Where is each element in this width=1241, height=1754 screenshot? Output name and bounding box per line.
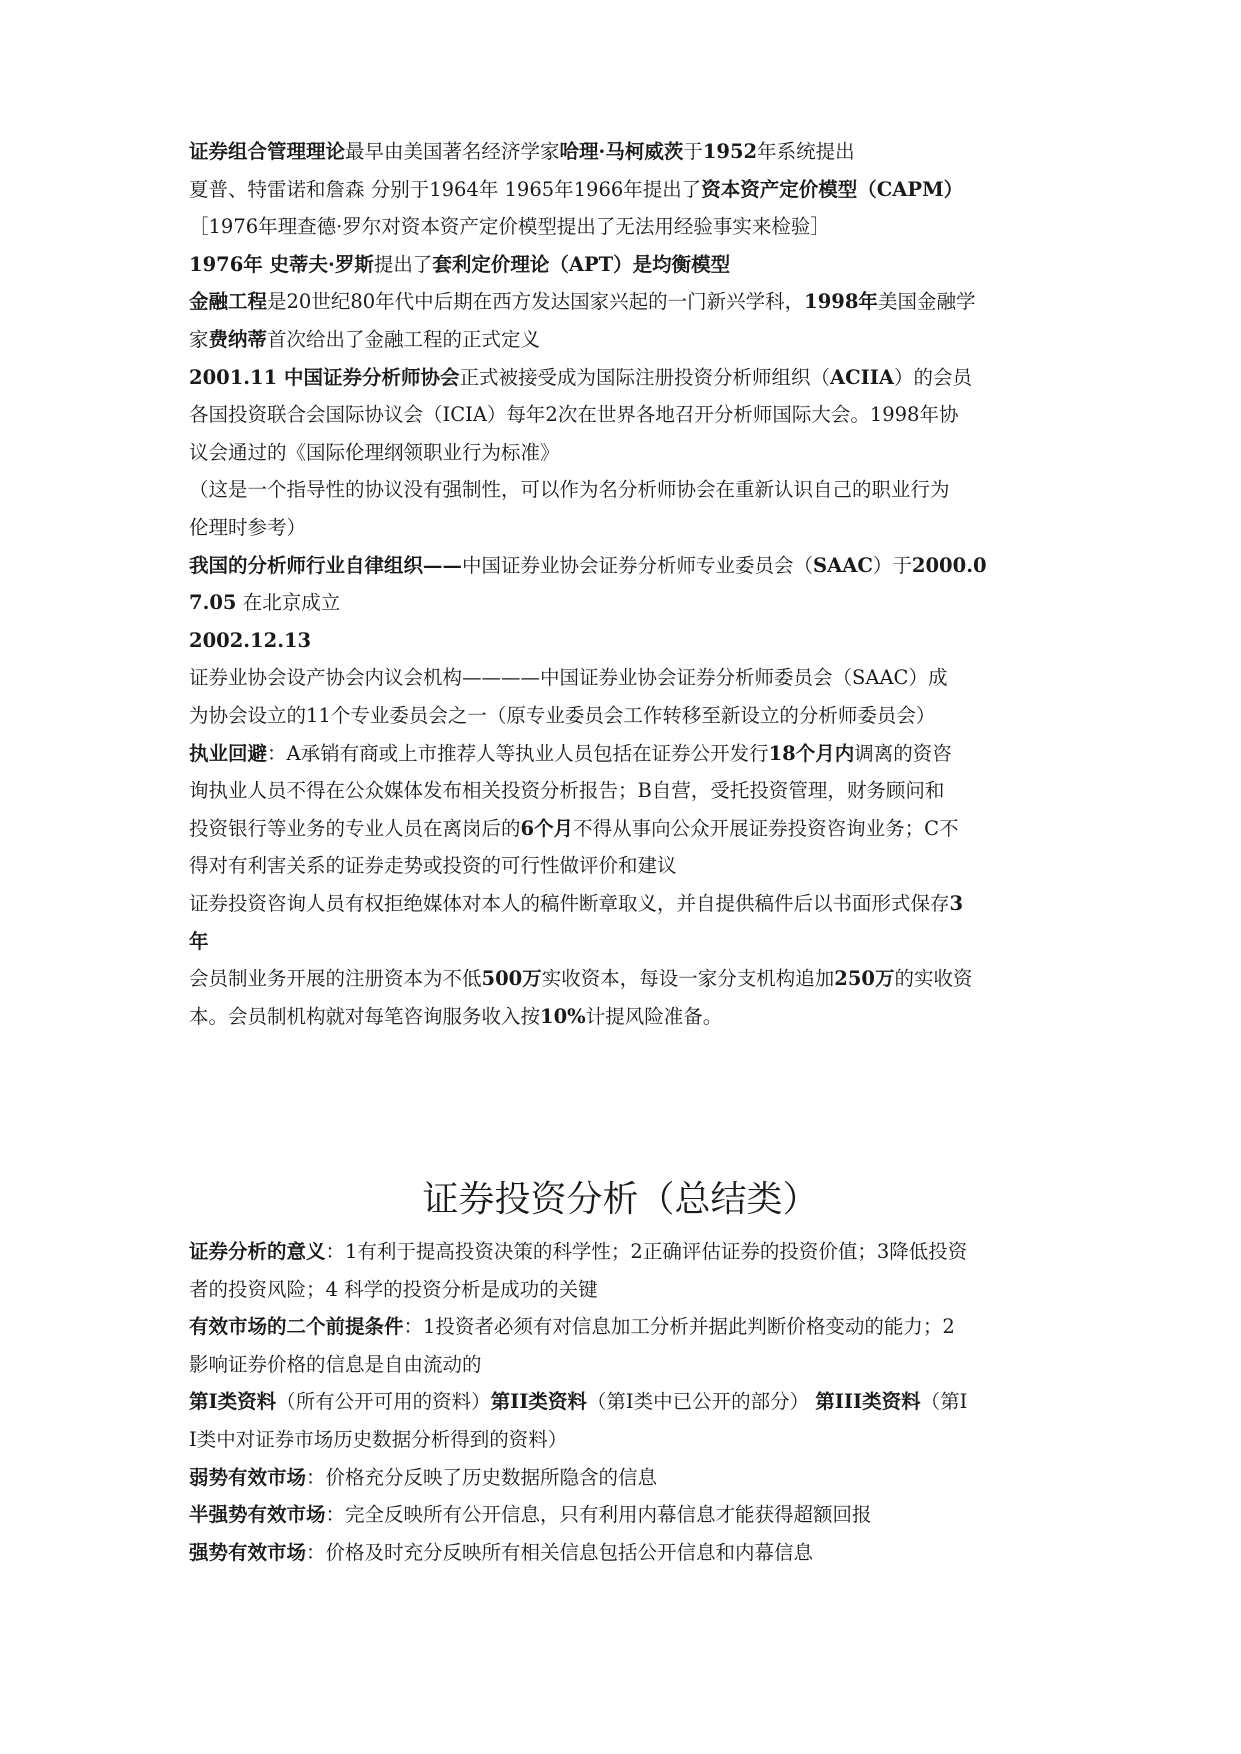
text-run: 者的投资风险；4 科学的投资分析是成功的关键 (189, 1277, 598, 1301)
text-line (189, 1501, 1069, 1529)
text-line (189, 1003, 1069, 1031)
bold-term: 250万 (834, 967, 895, 991)
bold-term: 第II类资料 (490, 1390, 587, 1414)
text-line (189, 589, 1069, 617)
text-run: 在北京成立 (236, 591, 341, 615)
text-run: 询执业人员不得在公众媒体发布相关投资分析报告；B自营，受托投资管理，财务顾问和 (189, 779, 945, 803)
bold-term: 1976年 史蒂夫·罗斯 (189, 252, 374, 276)
text-run: ）的会员 (894, 365, 973, 389)
text-line (189, 401, 1069, 429)
text-run: 调离的资咨 (854, 741, 952, 765)
text-run: 夏普、特雷诺和詹森 分别于1964年 1965年1966年提出了 (189, 177, 702, 201)
text-line (189, 815, 1069, 843)
text-line (189, 1276, 1069, 1304)
bold-term: 执业回避 (189, 741, 268, 765)
text-line (189, 664, 1069, 692)
section-title: 证券投资分析（总结类） (422, 1179, 819, 1220)
bold-term: 套利定价理论（APT）是均衡模型 (432, 252, 731, 276)
bold-term: 6个月 (520, 816, 574, 840)
bold-term: 1998年 (804, 290, 878, 314)
bold-term: 2001.11 中国证券分析师协会 (189, 365, 460, 389)
text-line (189, 364, 1069, 392)
text-run: ）于 (872, 553, 912, 577)
text-run: ［1976年理查德·罗尔对资本资产定价模型提出了无法用经验事实来检验］ (189, 215, 830, 239)
text-line (189, 514, 1069, 542)
text-run: （第I (920, 1390, 968, 1414)
text-run: 正式被接受成为国际注册投资分析师组织（ (459, 365, 831, 389)
bold-term: 费纳蒂 (208, 328, 268, 351)
text-line (189, 288, 1069, 316)
text-run: 是20世纪80年代中后期在西方发达国家兴起的一门新兴学科， (267, 290, 805, 314)
text-run: （这是一个指导性的协议没有强制性，可以作为名分析师协会在重新认识自己的职业行为 (189, 478, 950, 502)
bold-term: 我国的分析师行业自律组织—— (189, 553, 463, 577)
text-run: 议会通过的《国际伦理纲领职业行为标准》 (189, 440, 560, 464)
text-run: 伦理时参考） (189, 516, 307, 539)
bold-term: 18个月内 (768, 741, 855, 765)
bold-term: 弱势有效市场 (189, 1465, 307, 1489)
text-line (189, 251, 1069, 279)
bold-term: ACIIA (830, 365, 895, 389)
text-line (189, 1313, 1069, 1341)
text-line (189, 326, 1069, 354)
text-run: 为协会设立的11个专业委员会之一（原专业委员会工作转移至新设立的分析师委员会） (189, 704, 936, 727)
text-run: （第I类中已公开的部分） (586, 1390, 816, 1414)
text-run: 得对有利害关系的证券走势或投资的可行性做评价和建议 (189, 854, 677, 878)
text-line (189, 1351, 1069, 1379)
text-line (189, 702, 1069, 730)
bold-term: 1952 (702, 140, 758, 163)
text-line (189, 740, 1069, 768)
text-run: 提出了 (373, 252, 433, 276)
bold-term: 年 (189, 929, 209, 953)
text-line (189, 1388, 1069, 1416)
bold-term: 有效市场的二个前提条件 (189, 1315, 404, 1339)
bold-term: 7.05 (189, 591, 237, 615)
text-run: 本。会员制机构就对每笔咨询服务收入按 (189, 1004, 541, 1028)
bold-term: 哈理·马柯威茨 (559, 140, 684, 163)
text-line (189, 213, 1069, 241)
text-line (189, 1426, 1069, 1454)
text-line (189, 1539, 1069, 1567)
text-run: 计提风险准备。 (585, 1004, 723, 1028)
bold-term: 2000.0 (911, 553, 987, 577)
bold-term: 2002.12.13 (189, 628, 312, 652)
bold-term: 证券分析的意义 (189, 1240, 326, 1263)
text-line (189, 928, 1069, 956)
text-run: 年系统提出 (757, 140, 855, 163)
text-run: 会员制业务开展的注册资本为不低 (189, 967, 482, 991)
bold-term: 500万 (481, 967, 542, 991)
bold-term: 第I类资料 (189, 1390, 277, 1414)
text-line (189, 176, 1069, 204)
text-run: ：完全反映所有公开信息，只有利用内幕信息才能获得超额回报 (325, 1503, 872, 1527)
text-run: I类中对证券市场历史数据分析得到的资料） (189, 1428, 568, 1451)
text-run: 实收资本，每设一家分支机构追加 (541, 967, 835, 991)
text-line (189, 852, 1069, 880)
text-run: 最早由美国著名经济学家 (345, 140, 560, 163)
text-line (189, 552, 1069, 580)
text-run: 影响证券价格的信息是自由流动的 (189, 1352, 482, 1376)
bold-term: 10% (540, 1004, 586, 1028)
text-run: 证券投资咨询人员有权拒绝媒体对本人的稿件断章取义，并自提供稿件后以书面形式保存 (189, 892, 950, 915)
text-line (189, 138, 1069, 166)
text-run: （所有公开可用的资料） (276, 1390, 491, 1414)
text-run: ：A承销有商或上市推荐人等执业人员包括在证券公开发行 (267, 741, 769, 765)
bold-term: 证券组合管理理论 (189, 140, 346, 163)
text-run: ：价格及时充分反映所有相关信息包括公开信息和内幕信息 (306, 1540, 814, 1564)
text-run: 美国金融学 (877, 290, 976, 314)
text-run: ：1投资者必须有对信息加工分析并据此判断价格变动的能力；2 (403, 1315, 955, 1339)
bold-term: 强势有效市场 (189, 1540, 307, 1564)
text-run: 中国证券业协会证券分析师专业委员会（ (462, 553, 814, 577)
text-line (189, 890, 1069, 918)
text-run: 的实收资 (894, 967, 973, 991)
text-line (189, 965, 1069, 993)
text-run: ：1有利于提高投资决策的科学性；2正确评估证券的投资价值；3降低投资 (325, 1240, 968, 1263)
bold-term: 3 (949, 892, 964, 915)
bold-term: 第III类资料 (815, 1390, 921, 1414)
bold-term: 半强势有效市场 (189, 1503, 326, 1527)
text-run: ：价格充分反映了历史数据所隐含的信息 (306, 1465, 658, 1489)
text-line (189, 1464, 1069, 1492)
text-line (189, 627, 1069, 655)
text-line (189, 439, 1069, 467)
text-run: 证券业协会设产协会内议会机构————中国证券业协会证券分析师委员会（SAAC）成 (189, 666, 948, 690)
text-run: 于 (683, 140, 703, 163)
text-line (189, 1238, 1069, 1266)
text-run: 首次给出了金融工程的正式定义 (267, 328, 541, 351)
text-line (189, 476, 1069, 504)
bold-term: 金融工程 (189, 290, 268, 314)
text-run: 各国投资联合会国际协议会（ICIA）每年2次在世界各地召开分析师国际大会。1998年协 (189, 403, 959, 427)
text-run: 投资银行等业务的专业人员在离岗后的 (189, 816, 521, 840)
bold-term: 资本资产定价模型（CAPM） (701, 177, 964, 201)
text-run: 不得从事向公众开展证券投资咨询业务；C不 (573, 816, 959, 840)
bold-term: SAAC (813, 553, 873, 577)
text-run: 家 (189, 328, 209, 351)
text-line (189, 777, 1069, 805)
